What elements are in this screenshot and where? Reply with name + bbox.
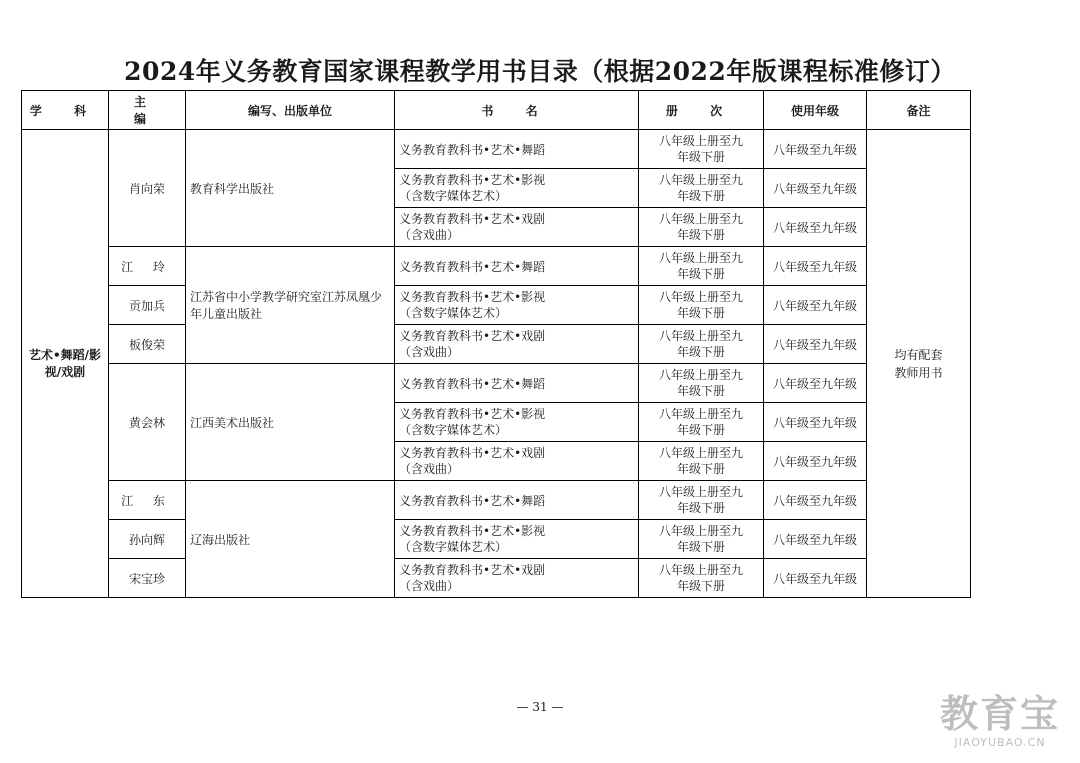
volume-cell: 八年级上册至九年级下册 (639, 208, 764, 247)
table-row (22, 325, 971, 364)
table-row (22, 559, 971, 598)
grade-cell: 八年级至九年级 (764, 403, 867, 442)
watermark-logo (940, 692, 1060, 749)
book-cell: 义务教育教科书•艺术•影视（含数字媒体艺术） (395, 520, 639, 559)
editor-cell: 孙向辉 (109, 520, 186, 559)
editor-cell: 江 东 (109, 481, 186, 520)
grade-cell: 八年级至九年级 (764, 481, 867, 520)
book-cell: 义务教育教科书•艺术•影视（含数字媒体艺术） (395, 286, 639, 325)
header-grade: 使用年级 (764, 91, 867, 130)
watermark-url: JIAOYUBAO.CN (954, 736, 1046, 749)
book-cell: 义务教育教科书•艺术•影视（含数字媒体艺术） (395, 403, 639, 442)
page-number: — 31 — (516, 700, 564, 714)
grade-cell: 八年级至九年级 (764, 130, 867, 169)
volume-cell: 八年级上册至九年级下册 (639, 325, 764, 364)
grade-cell: 八年级至九年级 (764, 442, 867, 481)
editor-cell: 贡加兵 (109, 286, 186, 325)
grade-cell: 八年级至九年级 (764, 559, 867, 598)
table-row (22, 247, 971, 286)
book-cell: 义务教育教科书•艺术•戏剧（含戏曲） (395, 208, 639, 247)
publisher-cell: 辽海出版社 (186, 481, 395, 598)
volume-cell: 八年级上册至九年级下册 (639, 520, 764, 559)
table-row (22, 364, 971, 403)
table-row (22, 130, 971, 169)
volume-cell: 八年级上册至九年级下册 (639, 247, 764, 286)
volume-cell: 八年级上册至九年级下册 (639, 286, 764, 325)
header-publisher: 编写、出版单位 (186, 91, 395, 130)
editor-cell: 宋宝珍 (109, 559, 186, 598)
catalog-table (21, 90, 971, 598)
table-row (22, 481, 971, 520)
publisher-cell: 江西美术出版社 (186, 364, 395, 481)
publisher-cell: 江苏省中小学教学研究室江苏凤凰少年儿童出版社 (186, 247, 395, 364)
header-subject: 学 科 (22, 91, 109, 130)
grade-cell: 八年级至九年级 (764, 169, 867, 208)
volume-cell: 八年级上册至九年级下册 (639, 481, 764, 520)
header-book: 书 名 (395, 91, 639, 130)
header-remark: 备注 (867, 91, 971, 130)
header-volume: 册 次 (639, 91, 764, 130)
book-cell: 义务教育教科书•艺术•舞蹈 (395, 130, 639, 169)
grade-cell: 八年级至九年级 (764, 364, 867, 403)
book-cell: 义务教育教科书•艺术•舞蹈 (395, 364, 639, 403)
watermark-text: 教育宝 (939, 692, 1060, 736)
grade-cell: 八年级至九年级 (764, 208, 867, 247)
header-editor: 主 编 (109, 91, 186, 130)
table-row (22, 286, 971, 325)
volume-cell: 八年级上册至九年级下册 (639, 130, 764, 169)
table-header-row (22, 91, 971, 130)
editor-cell: 板俊荣 (109, 325, 186, 364)
grade-cell: 八年级至九年级 (764, 520, 867, 559)
subject-cell: 艺术•舞蹈/影视/戏剧 (22, 130, 109, 598)
volume-cell: 八年级上册至九年级下册 (639, 559, 764, 598)
editor-cell: 江 玲 (109, 247, 186, 286)
table-row (22, 520, 971, 559)
book-cell: 义务教育教科书•艺术•戏剧（含戏曲） (395, 442, 639, 481)
volume-cell: 八年级上册至九年级下册 (639, 169, 764, 208)
grade-cell: 八年级至九年级 (764, 325, 867, 364)
volume-cell: 八年级上册至九年级下册 (639, 442, 764, 481)
page-title: 2024年义务教育国家课程教学用书目录（根据2022年版课程标准修订） (124, 57, 956, 86)
editor-cell: 黄会林 (109, 364, 186, 481)
book-cell: 义务教育教科书•艺术•影视（含数字媒体艺术） (395, 169, 639, 208)
grade-cell: 八年级至九年级 (764, 286, 867, 325)
volume-cell: 八年级上册至九年级下册 (639, 403, 764, 442)
book-cell: 义务教育教科书•艺术•戏剧（含戏曲） (395, 559, 639, 598)
editor-cell: 肖向荣 (109, 130, 186, 247)
book-cell: 义务教育教科书•艺术•戏剧（含戏曲） (395, 325, 639, 364)
remark-cell: 均有配套教师用书 (867, 130, 971, 598)
book-cell: 义务教育教科书•艺术•舞蹈 (395, 247, 639, 286)
book-cell: 义务教育教科书•艺术•舞蹈 (395, 481, 639, 520)
volume-cell: 八年级上册至九年级下册 (639, 364, 764, 403)
grade-cell: 八年级至九年级 (764, 247, 867, 286)
publisher-cell: 教育科学出版社 (186, 130, 395, 247)
